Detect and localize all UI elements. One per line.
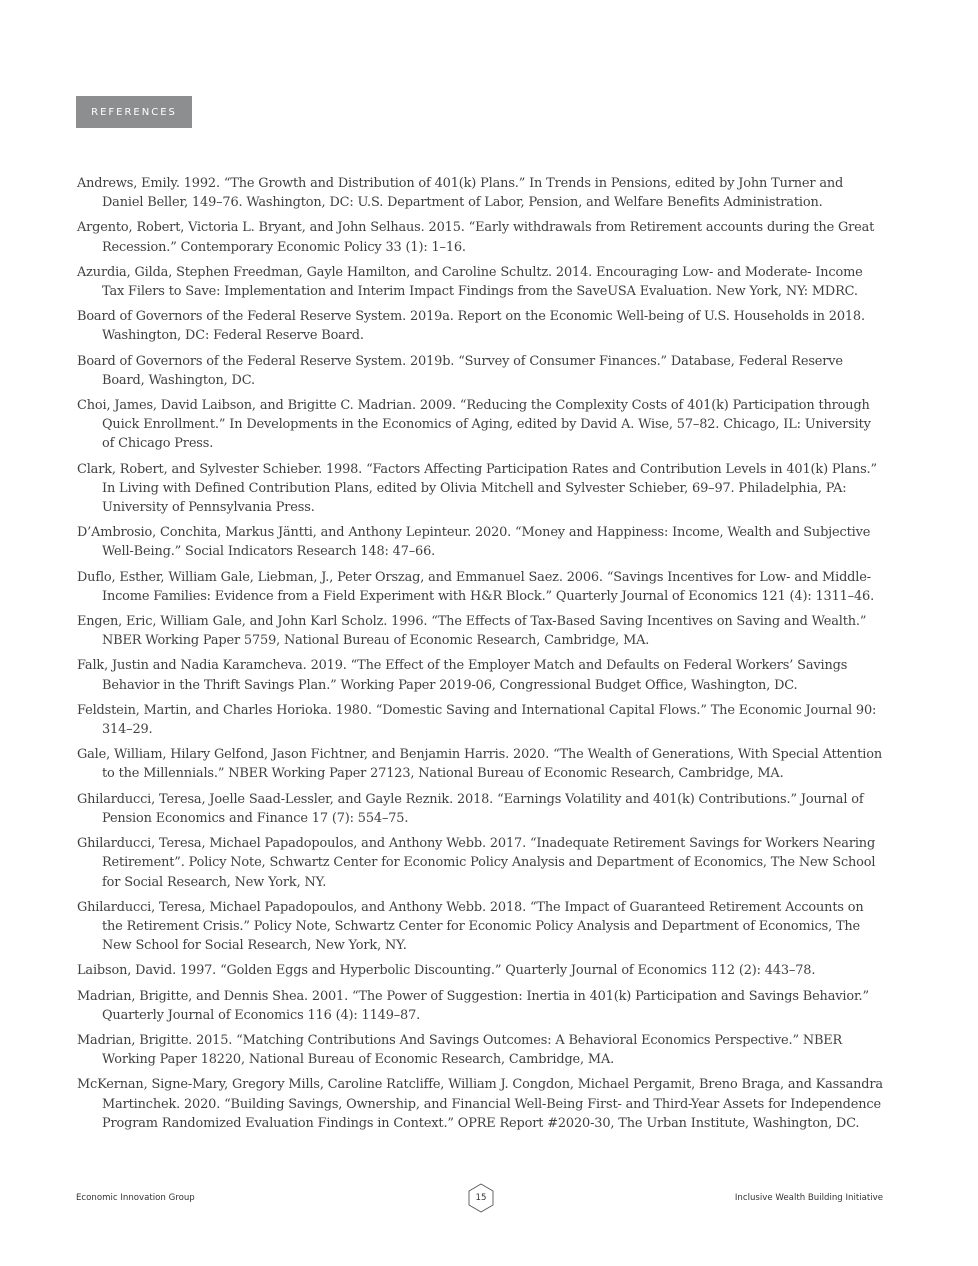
reference-entry: McKernan, Signe-Mary, Gregory Mills, Caroline Ratcliffe, William J. Congdon, Michael Pergamit, Breno Braga, and Kassandra Martinchek. 2020. “Building Savings, Ownership, and Financial Well-Being First- and Third-Year Assets for Independence Program Randomized Evaluation Findings in Context.” OPRE Report #2020-30, The Urban Institute, Washington, DC. xyxy=(77,1077,883,1131)
reference-entry: Ghilarducci, Teresa, Michael Papadopoulos, and Anthony Webb. 2018. “The Impact of Guaranteed Retirement Accounts on the Retirement Crisis.” Policy Note, Schwartz Center for Economic Policy Analysis and Department of Economics, The New School for Social Research, New York, NY. xyxy=(77,899,864,954)
references-list xyxy=(77,174,885,1139)
reference-entry: Gale, William, Hilary Gelfond, Jason Fichtner, and Benjamin Harris. 2020. “The Wealth of Generations, With Special Attention to the Millennials.” NBER Working Paper 27123, National Bureau of Economic Research, Cambridge, MA. xyxy=(77,747,882,782)
page-number-badge xyxy=(468,1183,494,1213)
reference-entry: Engen, Eric, William Gale, and John Karl Scholz. 1996. “The Effects of Tax-Based Saving Incentives on Saving and Wealth.” NBER Working Paper 5759, National Bureau of Economic Research, Cambridge, MA. xyxy=(77,614,867,649)
reference-entry: Board of Governors of the Federal Reserve System. 2019b. “Survey of Consumer Finances.” Database, Federal Reserve Board, Washington, DC. xyxy=(77,353,843,388)
section-label: REFERENCES xyxy=(76,96,192,128)
reference-entry: Andrews, Emily. 1992. “The Growth and Distribution of 401(k) Plans.” In Trends in Pensions, edited by John Turner and Daniel Beller, 149–76. Washington, DC: U.S. Department of Labor, Pension, and Welfare Benefits Administration. xyxy=(77,176,844,211)
reference-entry: Madrian, Brigitte. 2015. “Matching Contributions And Savings Outcomes: A Behavioral Economics Perspective.” NBER Working Paper 18220, National Bureau of Economic Research, Cambridge, MA. xyxy=(77,1032,843,1068)
page-number: 15 xyxy=(475,1193,487,1203)
reference-entry: Feldstein, Martin, and Charles Horioka. 1980. “Domestic Saving and International Capital Flows.” The Economic Journal 90: 314–29. xyxy=(77,702,877,738)
reference-entry: Board of Governors of the Federal Reserve System. 2019a. Report on the Economic Well-being of U.S. Households in 2018. Washington, DC: Federal Reserve Board. xyxy=(77,309,865,344)
reference-entry: Ghilarducci, Teresa, Michael Papadopoulos, and Anthony Webb. 2017. “Inadequate Retirement Savings for Workers Nearing Retirement”. Policy Note, Schwartz Center for Economic Policy Analysis and Department of Economics, The New School for Social Research, New York, NY. xyxy=(77,836,876,890)
footer-organization: Economic Innovation Group xyxy=(76,1193,195,1203)
reference-entry: Choi, James, David Laibson, and Brigitte C. Madrian. 2009. “Reducing the Complexity Costs of 401(k) Participation through Quick Enrollment.” In Developments in the Economics of Aging, edited by David A. Wise, 57–82. Chicago, IL: University of Chicago Press. xyxy=(77,398,871,452)
reference-entry: Argento, Robert, Victoria L. Bryant, and John Selhaus. 2015. “Early withdrawals from Retirement accounts during the Great Recession.” Contemporary Economic Policy 33 (1): 1–16. xyxy=(77,220,875,255)
footer-initiative: Inclusive Wealth Building Initiative xyxy=(734,1193,883,1203)
reference-entry: Falk, Justin and Nadia Karamcheva. 2019. “The Effect of the Employer Match and Defaults on Federal Workers’ Savings Behavior in the Thrift Savings Plan.” Working Paper 2019-06, Congressional Budget Office, Washington, DC. xyxy=(77,658,848,693)
reference-entry: Ghilarducci, Teresa, Joelle Saad-Lessler, and Gayle Reznik. 2018. “Earnings Volatility and 401(k) Contributions.” Journal of Pension Economics and Finance 17 (7): 554–75. xyxy=(77,791,864,826)
reference-entry: Duflo, Esther, William Gale, Liebman, J., Peter Orszag, and Emmanuel Saez. 2006. “Savings Incentives for Low- and Middle-Income Families: Evidence from a Field Experiment with H&R Block.” Quarterly Journal of Economics 121 (4): 1311–46. xyxy=(77,569,875,604)
reference-entry: Azurdia, Gilda, Stephen Freedman, Gayle Hamilton, and Caroline Schultz. 2014. Encouraging Low- and Moderate- Income Tax Filers to Save: Implementation and Interim Impact Findings from the SaveUSA Evaluation. New York, NY: MDRC. xyxy=(77,264,863,300)
reference-entry: Clark, Robert, and Sylvester Schieber. 1998. “Factors Affecting Participation Rates and Contribution Levels in 401(k) Plans.” In Living with Defined Contribution Plans, edited by Olivia Mitchell and Sylvester Schieber, 69–97. Philadelphia, PA: University of Pennsylvania Press. xyxy=(77,461,877,516)
reference-entry: D’Ambrosio, Conchita, Markus Jäntti, and Anthony Lepinteur. 2020. “Money and Happiness: Income, Wealth and Subjective Well-Being.” Social Indicators Research 148: 47–66. xyxy=(77,525,871,560)
reference-entry: Laibson, David. 1997. “Golden Eggs and Hyperbolic Discounting.” Quarterly Journal of Economics 112 (2): 443–78. xyxy=(77,963,816,979)
reference-entry: Madrian, Brigitte, and Dennis Shea. 2001. “The Power of Suggestion: Inertia in 401(k) Participation and Savings Behavior.” Quarterly Journal of Economics 116 (4): 1149–87. xyxy=(77,988,869,1023)
page-footer xyxy=(76,1183,883,1213)
